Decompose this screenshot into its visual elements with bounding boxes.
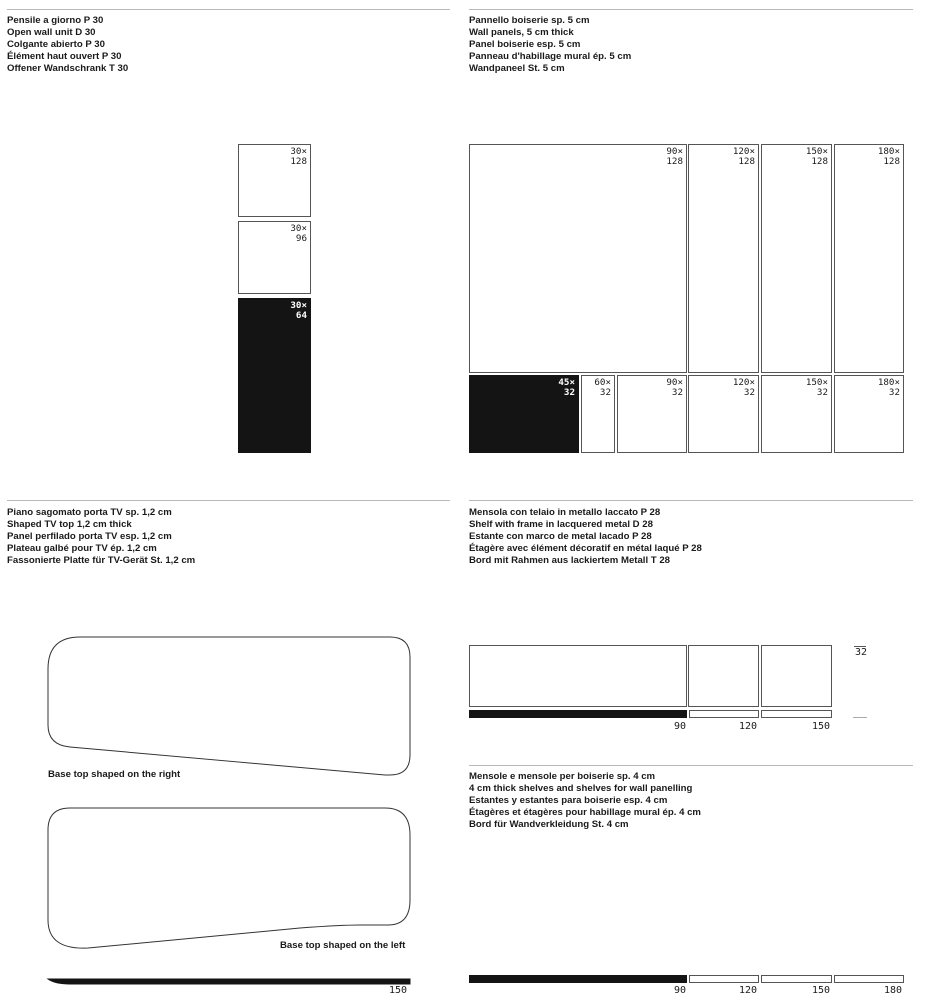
panelling-shelf-120 <box>689 975 759 983</box>
dimension-label: 120× 32 <box>732 377 755 398</box>
heading-line: Wandpaneel St. 5 cm <box>469 63 565 74</box>
shelves-panelling-heading <box>469 771 701 831</box>
dimension-label: 120× 128 <box>732 146 755 167</box>
shelf-frame-120 <box>688 645 759 707</box>
shelf-frame-height: 32 <box>855 647 868 658</box>
heading-line: Panel perfilado porta TV esp. 1,2 cm <box>7 531 172 542</box>
panelling-width-90: 90 <box>674 985 687 996</box>
heading-line: Étagère avec élément décoratif en métal laqué P 28 <box>469 543 702 554</box>
heading-line: Pensile a giorno P 30 <box>7 15 104 26</box>
label-shaped-right: Base top shaped on the right <box>48 769 181 780</box>
dimension-label: 180× 32 <box>877 377 900 398</box>
height-marker-line <box>853 717 867 718</box>
heading-line: Panel boiserie esp. 5 cm <box>469 39 581 50</box>
dimension-label: 180× 128 <box>877 146 900 167</box>
heading-line: Shaped TV top 1,2 cm thick <box>7 519 132 530</box>
heading-line: Étagères et étagères pour habillage mural ép. 4 cm <box>469 807 701 818</box>
heading-line: Colgante abierto P 30 <box>7 39 105 50</box>
heading-line: Mensola con telaio in metallo laccato P 28 <box>469 507 661 518</box>
panelling-width-150: 150 <box>812 985 831 996</box>
heading-line: Élément haut ouvert P 30 <box>7 51 122 62</box>
shelf-frame-150 <box>761 645 832 707</box>
dimension-label: 45× 32 <box>558 377 575 398</box>
heading-line: Mensole e mensole per boiserie sp. 4 cm <box>469 771 656 782</box>
panelling-shelf-150 <box>761 975 832 983</box>
dimension-label: 150× 128 <box>805 146 828 167</box>
label-shaped-left: Base top shaped on the left <box>280 940 406 951</box>
shelf-frame-heading <box>469 507 702 567</box>
panelling-shelf-90 <box>469 975 687 983</box>
heading-line: Estante con marco de metal lacado P 28 <box>469 531 652 542</box>
heading-line: Shelf with frame in lacquered metal D 28 <box>469 519 653 530</box>
panelling-shelf-180 <box>834 975 904 983</box>
heading-line: Open wall unit D 30 <box>7 27 96 38</box>
tv-top-right-shape <box>48 637 410 775</box>
heading-line: Panneau d'habillage mural ép. 5 cm <box>469 51 632 62</box>
shelf-width-120: 120 <box>739 721 758 732</box>
heading-line: Fassonierte Platte für TV-Gerät St. 1,2 cm <box>7 555 196 566</box>
heading-line: Estantes y estantes para boiserie esp. 4 cm <box>469 795 668 806</box>
heading-line: Bord für Wandverkleidung St. 4 cm <box>469 819 629 830</box>
tv-top-left-shape <box>48 808 410 948</box>
heading-line: Bord mit Rahmen aus lackiertem Metall T 28 <box>469 555 671 566</box>
shelf-bar-120 <box>689 710 759 718</box>
heading-line: Plateau galbé pour TV ép. 1,2 cm <box>7 543 157 554</box>
dimension-label: 90× 32 <box>666 377 683 398</box>
shelf-bar-150 <box>761 710 832 718</box>
dimension-label: 30× 128 <box>290 146 307 167</box>
shelf-frame-90 <box>469 645 687 707</box>
tv-top-thickness-bar <box>48 979 410 984</box>
panelling-width-180: 180 <box>884 985 903 996</box>
dimension-label: 30× 96 <box>290 223 307 244</box>
shelf-width-150: 150 <box>812 721 831 732</box>
dimension-label: 150× 32 <box>805 377 828 398</box>
heading-line: 4 cm thick shelves and shelves for wall panelling <box>469 783 693 794</box>
shelf-bar-90 <box>469 710 687 718</box>
dimension-label: 30× 64 <box>290 300 307 321</box>
heading-line: Wall panels, 5 cm thick <box>469 27 574 38</box>
panelling-width-120: 120 <box>739 985 758 996</box>
dimension-label: 90× 128 <box>666 146 683 167</box>
heading-line: Pannello boiserie sp. 5 cm <box>469 15 590 26</box>
heading-line: Offener Wandschrank T 30 <box>7 63 129 74</box>
dimension-label: 60× 32 <box>594 377 611 398</box>
tv-top-width: 150 <box>389 985 408 996</box>
shelf-width-90: 90 <box>674 721 687 732</box>
heading-line: Piano sagomato porta TV sp. 1,2 cm <box>7 507 172 518</box>
